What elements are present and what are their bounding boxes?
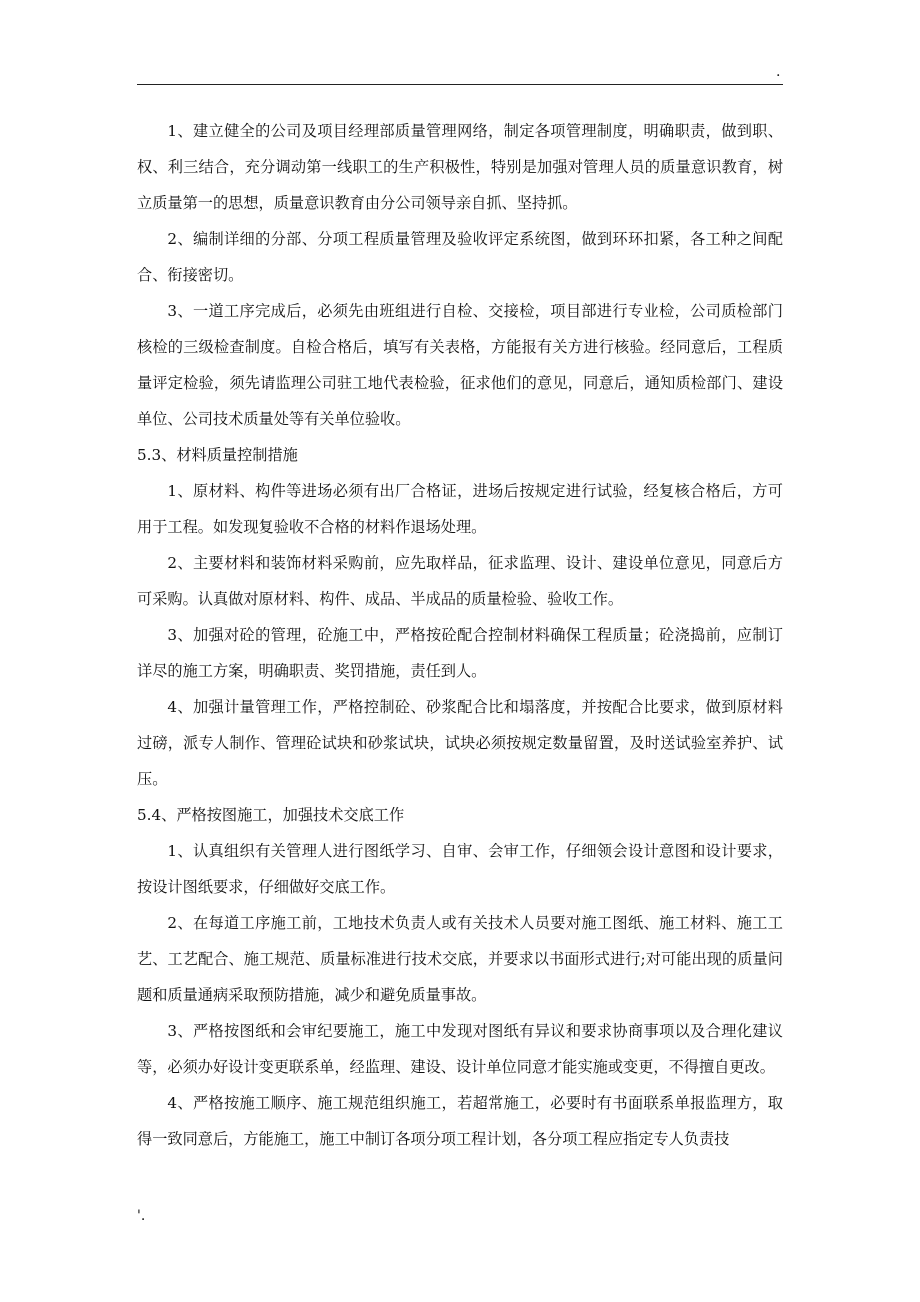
paragraph: 3、一道工序完成后，必须先由班组进行自检、交接检，项目部进行专业检，公司质检部门核检的三级检查制度。自检合格后，填写有关表格，方能报有关方进行核验。经同意后，工程质量评定检验，须先请监理公司驻工地代表检验，征求他们的意见，同意后，通知质检部门、建设单位、公司技术质量处等有关单位验收。: [137, 302, 783, 428]
document-body: [137, 113, 783, 1157]
footer-mark: '.: [137, 1208, 146, 1224]
paragraph: 1、原材料、构件等进场必须有出厂合格证，进场后按规定进行试验，经复核合格后，方可用于工程。如发现复验收不合格的材料作退场处理。: [137, 482, 783, 536]
paragraph: 1、认真组织有关管理人进行图纸学习、自审、会审工作，仔细领会设计意图和设计要求，按设计图纸要求，仔细做好交底工作。: [137, 842, 783, 896]
header-mark: .: [776, 64, 781, 80]
header-rule: [137, 84, 783, 85]
paragraph: 4、加强计量管理工作，严格控制砼、砂浆配合比和塌落度，并按配合比要求，做到原材料过磅，派专人制作、管理砼试块和砂浆试块，试块必须按规定数量留置，及时送试验室养护、试压。: [137, 698, 783, 788]
section-heading: 5.3、材料质量控制措施: [137, 446, 298, 464]
paragraph: 2、在每道工序施工前，工地技术负责人或有关技术人员要对施工图纸、施工材料、施工工艺、工艺配合、施工规范、质量标准进行技术交底，并要求以书面形式进行;对可能出现的质量问题和质量通病采取预防措施，减少和避免质量事故。: [137, 914, 783, 1004]
paragraph: 3、严格按图纸和会审纪要施工，施工中发现对图纸有异议和要求协商事项以及合理化建议等，必须办好设计变更联系单，经监理、建设、设计单位同意才能实施或变更，不得擅自更改。: [137, 1022, 783, 1076]
paragraph: 2、主要材料和装饰材料采购前，应先取样品，征求监理、设计、建设单位意见，同意后方可采购。认真做对原材料、构件、成品、半成品的质量检验、验收工作。: [137, 554, 783, 608]
paragraph: 4、严格按施工顺序、施工规范组织施工，若超常施工，必要时有书面联系单报监理方，取得一致同意后，方能施工，施工中制订各项分项工程计划，各分项工程应指定专人负责技: [137, 1094, 783, 1148]
section-heading: 5.4、严格按图施工，加强技术交底工作: [137, 806, 405, 824]
paragraph: 1、建立健全的公司及项目经理部质量管理网络，制定各项管理制度，明确职责，做到职、权、利三结合，充分调动第一线职工的生产积极性，特别是加强对管理人员的质量意识教育，树立质量第一的思想，质量意识教育由分公司领导亲自抓、坚持抓。: [137, 122, 783, 212]
paragraph: 3、加强对砼的管理，砼施工中，严格按砼配合控制材料确保工程质量；砼浇捣前，应制订详尽的施工方案，明确职责、奖罚措施，责任到人。: [137, 626, 783, 680]
paragraph: 2、编制详细的分部、分项工程质量管理及验收评定系统图，做到环环扣紧，各工种之间配合、衔接密切。: [137, 230, 783, 284]
